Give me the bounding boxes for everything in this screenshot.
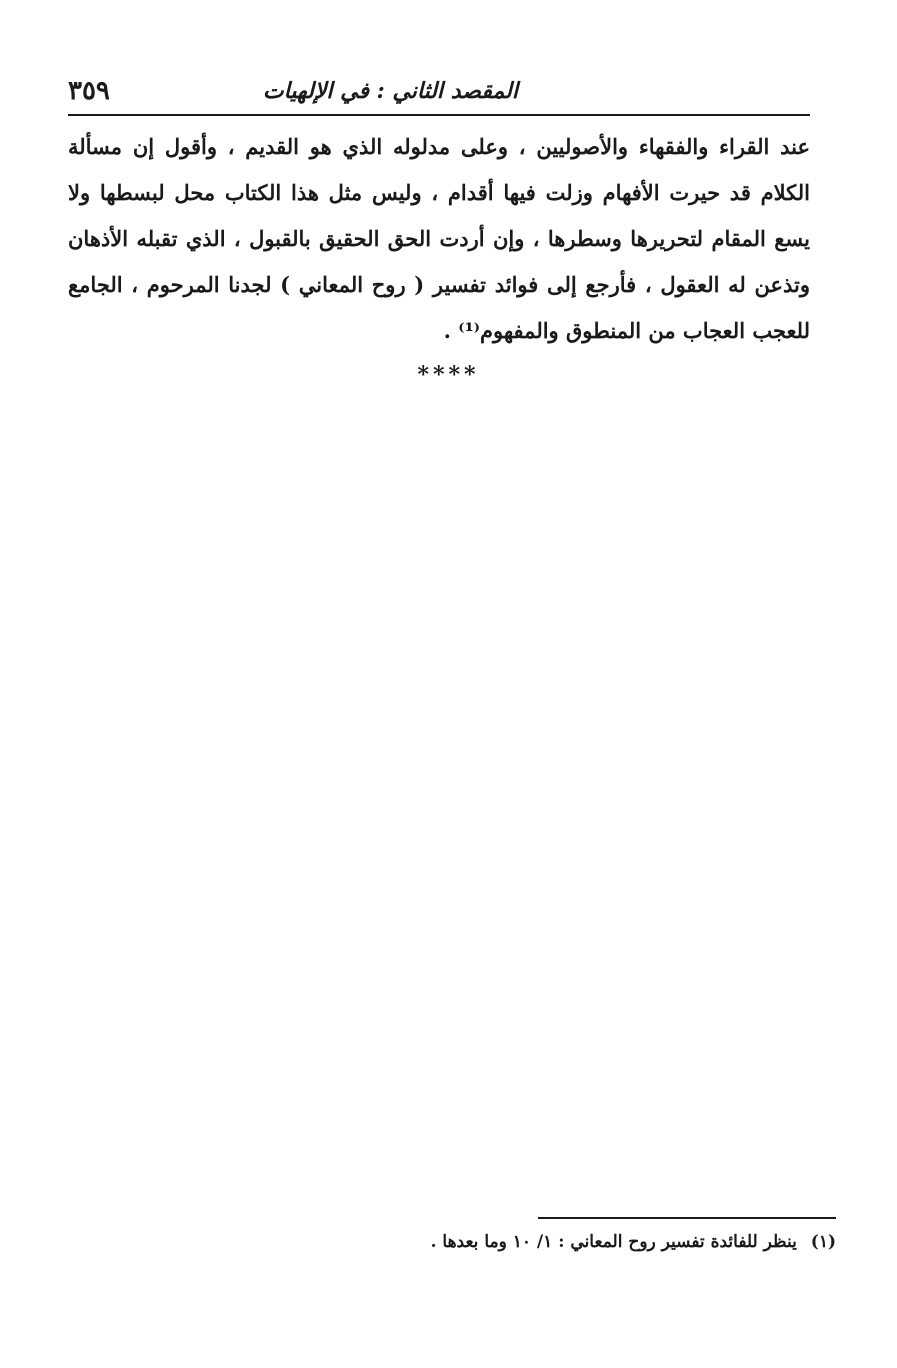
section-separator: **** xyxy=(417,362,480,388)
footnote-text: ينظر للفائدة تفسير روح المعاني : ١/ ١٠ وما بعدها . xyxy=(430,1232,797,1252)
text-line: عند القراء والفقهاء والأصوليين ، وعلى مدلوله الذي هو القديم ، وأقول إن مسألة xyxy=(68,134,810,159)
header-rule xyxy=(68,114,810,116)
text-line: للعجب العجاب من المنطوق والمفهوم⁽¹⁾ . xyxy=(443,318,810,343)
text-line: الكلام قد حيرت الأفهام وزلت فيها أقدام ، وليس مثل هذا الكتاب محل لبسطها ولا xyxy=(68,180,810,205)
main-text xyxy=(68,124,810,354)
footnote-rule xyxy=(538,1217,836,1219)
footnote xyxy=(300,1232,836,1252)
running-header xyxy=(68,74,810,114)
page-number: ٣٥٩ xyxy=(68,76,110,106)
text-line: يسع المقام لتحريرها وسطرها ، وإن أردت الحق الحقيق بالقبول ، الذي تقبله الأذهان xyxy=(68,226,810,251)
text-line: وتذعن له العقول ، فأرجع إلى فوائد تفسير ( روح المعاني ) لجدنا المرحوم ، الجامع xyxy=(68,272,810,297)
running-title: المقصد الثاني : في الإلهيات xyxy=(262,78,518,104)
footnote-marker: (١) xyxy=(810,1232,836,1252)
